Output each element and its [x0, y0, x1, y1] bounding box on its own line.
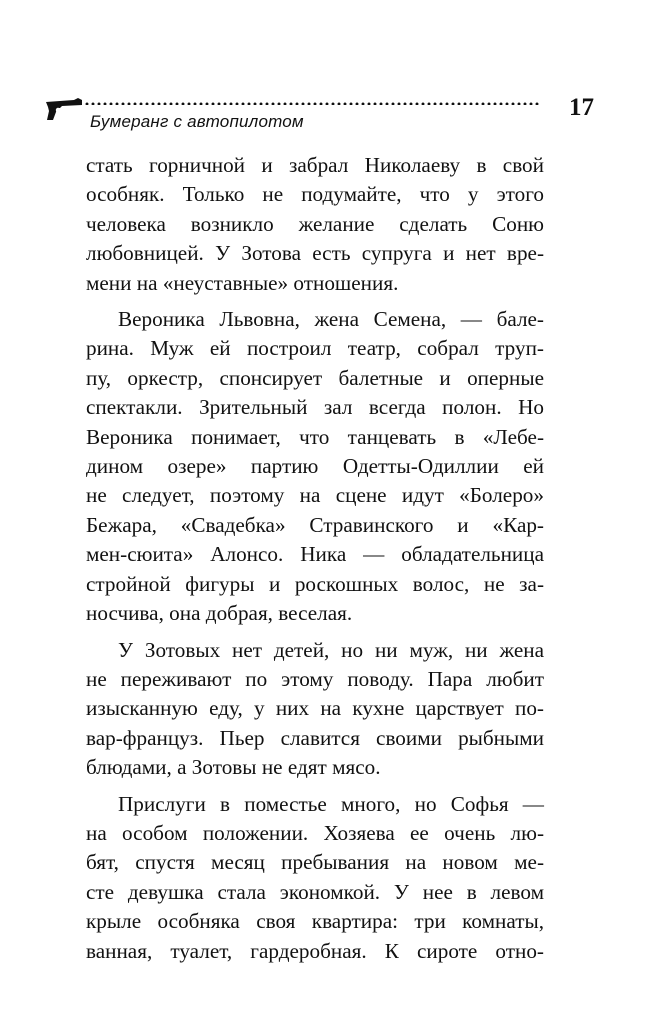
text-line: особняк. Только не подумайте, что у этого: [86, 182, 544, 207]
text-line: не переживают по этому поводу. Пара любит: [86, 666, 544, 691]
text-line: Вероника Львовна, жена Семена, — бале-: [118, 307, 544, 332]
paragraph: [86, 151, 544, 298]
paragraph: [86, 636, 544, 783]
text-line: сте девушка стала экономкой. У нее в левом: [86, 879, 544, 904]
text-line: не следует, поэтому на сцене идут «Болеро»: [86, 483, 544, 508]
text-line: Бежара, «Свадебка» Стравинского и «Кар-: [86, 512, 544, 537]
text-line: Прислуги в поместье много, но Софья —: [118, 791, 544, 816]
text-line: изысканную еду, у них на кухне царствует по-: [86, 696, 544, 721]
text-line: мени на «неуставные» отношения.: [86, 270, 399, 295]
text-line: стать горничной и забрал Николаеву в свой: [86, 153, 544, 177]
text-line: на особом положении. Хозяева ее очень лю-: [86, 820, 544, 845]
running-header: [44, 92, 604, 136]
text-line: дином озере» партию Одетты-Одиллии ей: [86, 454, 544, 479]
text-line: пу, оркестр, спонсирует балетные и оперные: [86, 365, 544, 390]
text-line: мен-сюита» Алонсо. Ника — обладательница: [86, 542, 544, 567]
text-line: рина. Муж ей построил театр, собрал труп-: [86, 336, 544, 361]
text-line: У Зотовых нет детей, но ни муж, ни жена: [118, 637, 544, 662]
dotted-rule: [84, 102, 540, 105]
text-line: спектакли. Зрительный зал всегда полон. Но: [86, 395, 544, 420]
book-title: Бумеранг с автопилотом: [90, 112, 304, 131]
text-line: стройной фигуры и роскошных волос, не за-: [86, 571, 544, 596]
text-line: вар-француз. Пьер славится своими рыбными: [86, 725, 544, 750]
text-line: человека возникло желание сделать Соню: [86, 211, 544, 236]
page-number: 17: [569, 94, 594, 121]
text-line: крыле особняка своя квартира: три комнаты,: [86, 909, 544, 934]
text-line: бят, спустя месяц пребывания на новом ме-: [86, 850, 544, 875]
paragraph: [86, 790, 544, 966]
text-line: Вероника понимает, что танцевать в «Лебе-: [86, 424, 544, 449]
body-text: [86, 151, 544, 973]
text-line: любовницей. У Зотова есть супруга и нет вре-: [86, 241, 544, 266]
revolver-icon: [44, 96, 84, 122]
text-line: ванная, туалет, гардеробная. К сироте отно-: [86, 938, 544, 963]
text-line: носчива, она добрая, веселая.: [86, 601, 353, 626]
paragraph: [86, 305, 544, 628]
text-line: блюдами, а Зотовы не едят мясо.: [86, 755, 381, 780]
